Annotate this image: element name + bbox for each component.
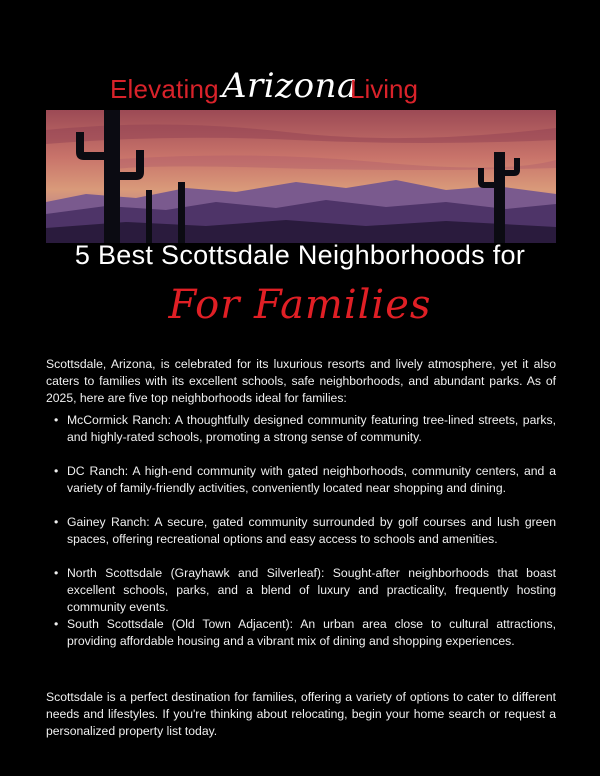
list-item-text: North Scottsdale (Grayhawk and Silverleaf): Sought-after neighborhoods that boast excellent schools, parks, and a blend of luxury and practicality, frequently hosting community events.: [67, 566, 556, 614]
list-item-text: South Scottsdale (Old Town Adjacent): An urban area close to cultural attractions, providing affordable housing and a vibrant mix of dining and shopping experiences.: [67, 617, 556, 648]
list-item: [46, 514, 556, 548]
list-item-text: DC Ranch: A high-end community with gated neighborhoods, community centers, and a variety of family-friendly activities, conveniently located near shopping and dining.: [67, 464, 556, 495]
intro-paragraph: Scottsdale, Arizona, is celebrated for its luxurious resorts and lively atmosphere, yet it also caters to families with its excellent schools, safe neighborhoods, and abundant parks. As of 2025, here are five top neighborhoods ideal for families:: [46, 357, 556, 406]
list-item: [46, 412, 556, 446]
list-item-text: Gainey Ranch: A secure, gated community surrounded by golf courses and lush green spaces, offering recreational options and easy access to schools and amenities.: [67, 515, 556, 546]
bullet-icon: •: [54, 464, 59, 478]
bullet-icon: •: [54, 566, 59, 580]
brand-logo: [0, 66, 600, 114]
bullet-icon: •: [54, 515, 59, 529]
bullet-icon: •: [54, 413, 59, 427]
bullet-icon: •: [54, 617, 59, 631]
list-item-text: McCormick Ranch: A thoughtfully designed community featuring tree-lined streets, parks, and highly-rated schools, promoting a strong sense of community.: [67, 413, 556, 444]
page-subtitle: For Families: [168, 282, 432, 328]
list-item: [46, 565, 556, 616]
brand-word-living: Living: [350, 74, 418, 104]
neighborhood-list: [46, 412, 556, 650]
closing-paragraph: Scottsdale is a perfect destination for families, offering a variety of options to cater to different needs and lifestyles. If you're thinking about relocating, begin your home search or request a personalized property list today.: [46, 690, 556, 739]
list-item: [46, 463, 556, 497]
desert-sunset-image: [46, 110, 556, 243]
brand-word-arizona: Arizona: [222, 66, 358, 106]
page-title: 5 Best Scottsdale Neighborhoods for: [74, 240, 526, 270]
list-item: [46, 616, 556, 650]
brand-word-elevating: Elevating: [110, 74, 219, 104]
